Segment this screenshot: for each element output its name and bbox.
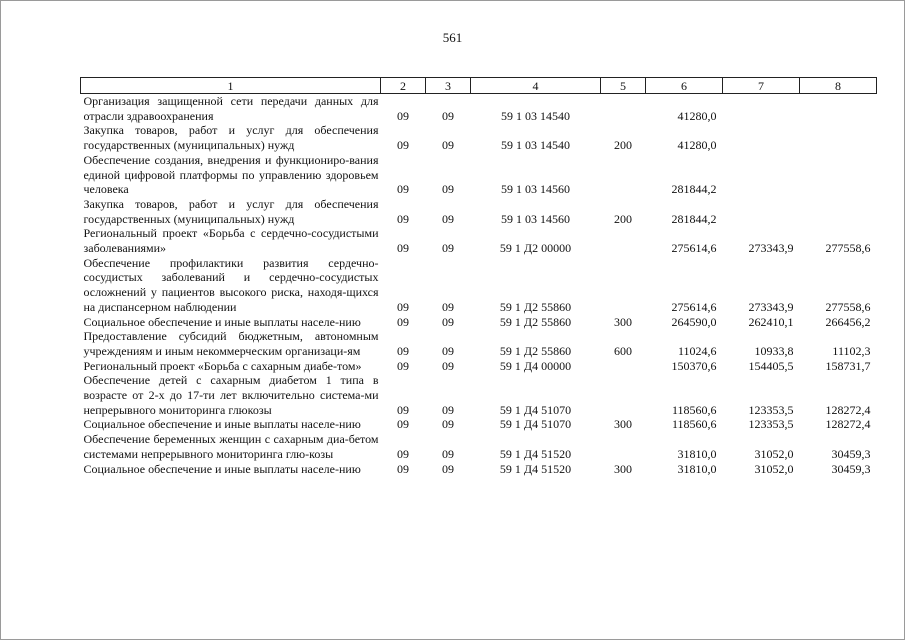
cell-target-article: 59 1 Д2 00000 (499, 241, 572, 256)
cell-subsection: 09 (442, 446, 454, 461)
cell-subsection: 09 (442, 182, 454, 197)
cell-expense-type: 600 (614, 343, 632, 358)
table-body (81, 94, 877, 477)
column-number-8: 8 (800, 78, 877, 94)
column-number-1: 1 (81, 78, 381, 94)
cell-subsection: 09 (442, 138, 454, 153)
cell-section: 09 (397, 343, 409, 358)
row-description: Обеспечение беременных женщин с сахарным диа-бетом системами непрерывного мониторинга глю-козы (83, 432, 379, 461)
cell-expense-type (601, 153, 646, 197)
cell-amount-year-1: 150370,6 (671, 358, 717, 373)
table-row (81, 432, 877, 461)
cell-amount-year-3 (800, 94, 877, 124)
row-description: Социальное обеспечение и иные выплаты населе-нию (83, 417, 361, 432)
cell-subsection: 09 (442, 108, 454, 123)
table-row (81, 197, 877, 226)
cell-amount-year-2 (723, 123, 800, 152)
row-description: Региональный проект «Борьба с сахарным диабе-том» (83, 358, 362, 373)
cell-target-article: 59 1 Д2 55860 (499, 343, 572, 358)
cell-amount-year-2: 273343,9 (748, 299, 794, 314)
table-row (81, 373, 877, 417)
cell-subsection: 09 (442, 358, 454, 373)
cell-amount-year-3 (800, 197, 877, 226)
row-description: Обеспечение профилактики развития сердечно-сосудистых заболеваний и сердечно-сосудистых осложнений у пациентов высокого риска, находя-щихся на диспансерном наблюдении (83, 255, 379, 314)
cell-target-article: 59 1 Д4 00000 (499, 358, 572, 373)
cell-target-article: 59 1 03 14560 (501, 211, 570, 226)
cell-section: 09 (397, 138, 409, 153)
cell-expense-type (601, 432, 646, 461)
page-number: 561 (442, 30, 463, 45)
cell-amount-year-2: 10933,8 (754, 343, 794, 358)
cell-target-article: 59 1 Д4 51070 (499, 417, 572, 432)
cell-subsection: 09 (442, 343, 454, 358)
cell-amount-year-3: 30459,3 (831, 461, 871, 476)
cell-section: 09 (397, 108, 409, 123)
cell-section: 09 (397, 446, 409, 461)
column-number-3: 3 (426, 78, 471, 94)
row-description: Социальное обеспечение и иные выплаты населе-нию (83, 314, 361, 329)
cell-amount-year-1: 275614,6 (671, 241, 717, 256)
cell-subsection: 09 (442, 417, 454, 432)
cell-amount-year-2 (723, 153, 800, 197)
cell-amount-year-3 (800, 123, 877, 152)
cell-amount-year-3: 277558,6 (825, 299, 871, 314)
cell-amount-year-2: 31052,0 (754, 461, 794, 476)
cell-section: 09 (397, 358, 409, 373)
cell-target-article: 59 1 03 14540 (501, 108, 570, 123)
cell-subsection: 09 (442, 314, 454, 329)
cell-amount-year-2: 262410,1 (748, 314, 794, 329)
cell-amount-year-1: 275614,6 (671, 299, 717, 314)
cell-subsection: 09 (442, 211, 454, 226)
cell-expense-type: 200 (614, 211, 632, 226)
cell-amount-year-2 (723, 197, 800, 226)
cell-amount-year-2: 154405,5 (748, 358, 794, 373)
row-description: Закупка товаров, работ и услуг для обеспечения государственных (муниципальных) нужд (83, 123, 379, 153)
table-row (81, 226, 877, 255)
cell-target-article: 59 1 03 14560 (501, 182, 570, 197)
cell-expense-type (601, 94, 646, 124)
row-description: Закупка товаров, работ и услуг для обеспечения государственных (муниципальных) нужд (83, 196, 379, 226)
cell-section: 09 (397, 417, 409, 432)
table-row (81, 417, 877, 432)
row-description: Обеспечение создания, внедрения и функциониро-вания единой цифровой платформы по управлению здоровьем человека (83, 152, 379, 197)
cell-amount-year-3: 266456,2 (825, 314, 871, 329)
row-description: Обеспечение детей с сахарным диабетом 1 типа в возрасте от 2-х до 17-ти лет включительно система-ми непрерывного мониторинга глюкозы (83, 373, 379, 417)
row-description: Социальное обеспечение и иные выплаты населе-нию (83, 461, 361, 476)
cell-amount-year-1: 118560,6 (671, 402, 717, 417)
column-number-7: 7 (723, 78, 800, 94)
cell-amount-year-1: 41280,0 (677, 138, 717, 153)
cell-subsection: 09 (442, 461, 454, 476)
cell-amount-year-1: 31810,0 (677, 461, 717, 476)
cell-amount-year-2: 273343,9 (748, 241, 794, 256)
row-description: Предоставление субсидий бюджетным, автономным учреждениям и иным некоммерческим организаци-ям (83, 329, 379, 358)
cell-expense-type (601, 359, 646, 374)
cell-amount-year-3: 11102,3 (832, 343, 871, 358)
table-row (81, 153, 877, 197)
cell-amount-year-2: 31052,0 (754, 446, 794, 461)
cell-amount-year-1: 281844,2 (671, 182, 717, 197)
cell-amount-year-1: 31810,0 (677, 446, 717, 461)
cell-amount-year-3 (800, 153, 877, 197)
cell-expense-type: 300 (614, 417, 632, 432)
cell-expense-type: 200 (614, 138, 632, 153)
column-number-header (81, 78, 877, 94)
cell-expense-type (601, 256, 646, 315)
cell-target-article: 59 1 03 14540 (501, 138, 570, 153)
cell-expense-type (601, 373, 646, 417)
column-number-5: 5 (601, 78, 646, 94)
cell-expense-type (601, 226, 646, 255)
row-description: Организация защищенной сети передачи данных для отрасли здравоохранения (83, 94, 379, 123)
cell-amount-year-3: 30459,3 (831, 446, 871, 461)
table-row (81, 329, 877, 358)
cell-section: 09 (397, 402, 409, 417)
cell-target-article: 59 1 Д2 55860 (499, 314, 572, 329)
cell-section: 09 (397, 211, 409, 226)
cell-subsection: 09 (442, 241, 454, 256)
cell-amount-year-2: 123353,5 (748, 417, 794, 432)
cell-amount-year-3: 128272,4 (825, 402, 871, 417)
column-number-2: 2 (381, 78, 426, 94)
cell-amount-year-3: 158731,7 (825, 358, 871, 373)
cell-amount-year-2: 123353,5 (748, 402, 794, 417)
budget-table (80, 77, 877, 476)
cell-amount-year-1: 11024,6 (677, 343, 717, 358)
cell-amount-year-1: 41280,0 (677, 108, 717, 123)
cell-target-article: 59 1 Д4 51520 (499, 461, 572, 476)
cell-section: 09 (397, 461, 409, 476)
cell-section: 09 (397, 299, 409, 314)
cell-amount-year-1: 118560,6 (671, 417, 717, 432)
cell-subsection: 09 (442, 402, 454, 417)
table-row (81, 256, 877, 315)
cell-subsection: 09 (442, 299, 454, 314)
table-row (81, 462, 877, 477)
cell-section: 09 (397, 241, 409, 256)
cell-target-article: 59 1 Д4 51520 (499, 446, 572, 461)
cell-target-article: 59 1 Д4 51070 (499, 402, 572, 417)
cell-amount-year-2 (723, 94, 800, 124)
cell-expense-type: 300 (614, 314, 632, 329)
cell-expense-type: 300 (614, 461, 632, 476)
table-row (81, 94, 877, 124)
cell-amount-year-3: 277558,6 (825, 241, 871, 256)
table-row (81, 315, 877, 330)
cell-target-article: 59 1 Д2 55860 (499, 299, 572, 314)
cell-section: 09 (397, 314, 409, 329)
cell-amount-year-1: 264590,0 (671, 314, 717, 329)
column-number-4: 4 (471, 78, 601, 94)
table-row (81, 359, 877, 374)
table-row (81, 123, 877, 152)
row-description: Региональный проект «Борьба с сердечно-сосудистыми заболеваниями» (83, 226, 379, 256)
cell-amount-year-1: 281844,2 (671, 211, 717, 226)
column-number-6: 6 (646, 78, 723, 94)
cell-amount-year-3: 128272,4 (825, 417, 871, 432)
cell-section: 09 (397, 182, 409, 197)
